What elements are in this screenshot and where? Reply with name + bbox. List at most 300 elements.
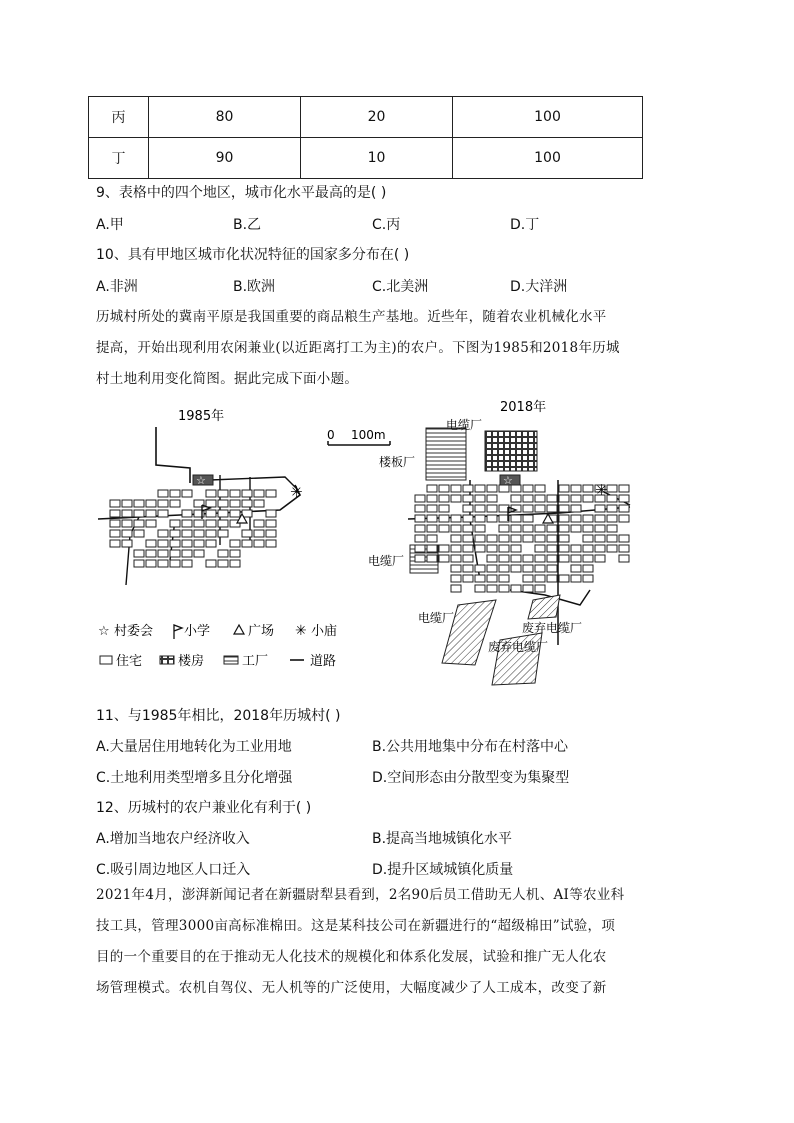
table-cell: 100: [453, 138, 643, 179]
house-block: [194, 540, 204, 547]
house-block: [583, 555, 593, 562]
q12-option-b[interactable]: B.提高当地城镇化水平: [372, 831, 513, 847]
table-row: [89, 138, 643, 179]
legend-factory-icon: [224, 656, 238, 664]
house-block: [607, 515, 617, 522]
map-legend: [98, 623, 337, 669]
house-block: [619, 515, 629, 522]
house-block: [499, 575, 509, 582]
house-block: [475, 545, 485, 552]
house-block: [427, 545, 437, 552]
house-block: [110, 540, 120, 547]
house-block: [218, 530, 228, 537]
question-12-stem: 12、历城村的农户兼业化有利于( ): [96, 800, 312, 816]
house-block: [535, 495, 545, 502]
label-dianlanchang-bottom: 电缆厂: [418, 611, 455, 625]
label-feiqi-bottom: 废弃电缆厂: [488, 640, 549, 654]
house-block: [218, 490, 228, 497]
passage-lichengcun: [96, 302, 696, 395]
house-block: [182, 560, 192, 567]
house-block: [535, 525, 545, 532]
scale-length: 100m: [351, 428, 386, 442]
q9-option-b[interactable]: B.乙: [233, 217, 262, 233]
house-block: [535, 555, 545, 562]
svg-text:☆: ☆: [503, 474, 513, 487]
house-block: [439, 495, 449, 502]
house-block: [499, 555, 509, 562]
house-block: [487, 575, 497, 582]
house-block: [619, 535, 629, 542]
legend-asterisk-icon: ✳: [295, 623, 307, 639]
q12-option-a[interactable]: A.增加当地农户经济收入: [96, 831, 250, 847]
house-block: [463, 515, 473, 522]
house-block: [475, 535, 485, 542]
house-block: [146, 500, 156, 507]
house-block: [146, 560, 156, 567]
house-block: [194, 520, 204, 527]
house-block: [451, 585, 461, 592]
svg-text:☆: ☆: [196, 474, 206, 487]
svg-text:✳: ✳: [290, 483, 303, 501]
house-block: [415, 535, 425, 542]
table-cell: 10: [301, 138, 453, 179]
house-block: [427, 515, 437, 522]
house-block: [427, 555, 437, 562]
house-block: [583, 485, 593, 492]
house-block: [547, 505, 557, 512]
house-block: [487, 545, 497, 552]
house-block: [595, 525, 605, 532]
house-block: [463, 575, 473, 582]
scale-bar: [327, 428, 390, 445]
house-block: [595, 545, 605, 552]
house-block: [583, 515, 593, 522]
house-block: [230, 550, 240, 557]
label-dianlanchang-left: 电缆厂: [368, 554, 405, 568]
house-block: [499, 565, 509, 572]
house-block: [523, 495, 533, 502]
house-block: [451, 535, 461, 542]
house-block: [415, 495, 425, 502]
house-block: [266, 510, 276, 517]
house-block: [427, 525, 437, 532]
house-block: [607, 505, 617, 512]
house-block: [206, 540, 216, 547]
q11-option-a[interactable]: A.大量居住用地转化为工业用地: [96, 739, 292, 755]
house-block: [415, 515, 425, 522]
house-block: [206, 490, 216, 497]
house-block: [559, 525, 569, 532]
house-block: [218, 500, 228, 507]
house-block: [547, 495, 557, 502]
house-block: [475, 485, 485, 492]
house-block: [242, 490, 252, 497]
house-block: [475, 525, 485, 532]
house-block: [146, 540, 156, 547]
passage-line: 村土地利用变化简图。据此完成下面小题。: [96, 371, 359, 387]
house-block: [475, 495, 485, 502]
house-block: [134, 560, 144, 567]
house-block: [122, 520, 132, 527]
house-block: [487, 495, 497, 502]
house-block: [266, 490, 276, 497]
house-block: [511, 545, 521, 552]
house-block: [511, 495, 521, 502]
house-block: [182, 490, 192, 497]
house-block: [254, 540, 264, 547]
house-block: [439, 545, 449, 552]
house-block: [170, 490, 180, 497]
house-block: [547, 575, 557, 582]
house-block: [535, 535, 545, 542]
house-block: [242, 540, 252, 547]
house-block: [523, 525, 533, 532]
map-year-1985: 1985年: [178, 409, 225, 424]
house-block: [218, 520, 228, 527]
house-block: [583, 495, 593, 502]
house-block: [451, 565, 461, 572]
house-block: [559, 545, 569, 552]
house-block: [463, 545, 473, 552]
q10-option-a[interactable]: A.非洲: [96, 279, 138, 295]
house-block: [254, 520, 264, 527]
house-block: [122, 500, 132, 507]
house-block: [523, 575, 533, 582]
house-block: [463, 555, 473, 562]
house-block: [218, 510, 228, 517]
house-block: [134, 500, 144, 507]
house-block: [511, 515, 521, 522]
passage-line: 历城村所处的冀南平原是我国重要的商品粮生产基地。近些年，随着农业机械化水平: [96, 309, 607, 325]
house-block: [595, 555, 605, 562]
house-block: [254, 530, 264, 537]
label-feiqi-right: 废弃电缆厂: [522, 621, 583, 635]
house-block: [619, 545, 629, 552]
house-block: [427, 505, 437, 512]
question-11-stem: 11、与1985年相比，2018年历城村( ): [96, 708, 341, 724]
house-block: [547, 525, 557, 532]
house-block: [206, 510, 216, 517]
house-block: [122, 510, 132, 517]
passage-line: 2021年4月，澎湃新闻记者在新疆尉犁县看到，2名90后员工借助无人机、AI等农业科: [96, 887, 625, 903]
house-block: [583, 525, 593, 532]
house-block: [170, 540, 180, 547]
house-block: [170, 560, 180, 567]
house-block: [583, 545, 593, 552]
house-block: [182, 540, 192, 547]
house-block: [523, 515, 533, 522]
house-block: [607, 535, 617, 542]
q11-option-c[interactable]: C.土地利用类型增多且分化增强: [96, 770, 293, 786]
house-block: [559, 535, 569, 542]
house-block: [571, 545, 581, 552]
house-block: [110, 500, 120, 507]
house-block: [134, 520, 144, 527]
house-block: [230, 500, 240, 507]
house-block: [182, 520, 192, 527]
table-cell-region: 丙: [89, 97, 149, 138]
house-block: [134, 550, 144, 557]
passage-line: 提高，开始出现利用农闲兼业(以近距离打工为主)的农户。下图为1985和2018年历城: [96, 340, 620, 356]
house-block: [134, 510, 144, 517]
house-block: [619, 485, 629, 492]
house-block: [230, 510, 240, 517]
passage-line: 目的一个重要目的在于推动无人化技术的规模化和体系化发展，试验和推广无人化农: [96, 949, 607, 965]
data-table: [88, 96, 643, 179]
house-block: [475, 515, 485, 522]
question-9-stem: 9、表格中的四个地区，城市化水平最高的是( ): [96, 185, 387, 201]
house-block: [619, 555, 629, 562]
legend-building-icon: [160, 656, 174, 664]
house-block: [571, 565, 581, 572]
house-block: [571, 495, 581, 502]
map-2018: [368, 417, 630, 685]
q10-option-b[interactable]: B.欧洲: [233, 279, 276, 295]
house-block: [242, 500, 252, 507]
house-block: [439, 525, 449, 532]
house-block: [242, 530, 252, 537]
house-block: [254, 500, 264, 507]
house-block: [206, 530, 216, 537]
house-block: [415, 505, 425, 512]
house-block: [451, 545, 461, 552]
house-block: [158, 530, 168, 537]
house-block: [134, 530, 144, 537]
house-block: [571, 575, 581, 582]
house-block: [523, 565, 533, 572]
house-block: [607, 485, 617, 492]
house-block: [439, 555, 449, 562]
house-block: [511, 565, 521, 572]
house-block: [475, 565, 485, 572]
house-block: [182, 550, 192, 557]
land-use-map-figure: [90, 395, 650, 690]
house-block: [595, 505, 605, 512]
legend-zhuzhai: 住宅: [116, 654, 143, 669]
house-block: [266, 530, 276, 537]
house-block: [595, 515, 605, 522]
house-block: [487, 535, 497, 542]
house-block: [451, 495, 461, 502]
legend-daolu: 道路: [310, 654, 337, 669]
house-block: [523, 485, 533, 492]
house-block: [535, 575, 545, 582]
house-block: [194, 530, 204, 537]
legend-flag-icon: [174, 625, 182, 639]
q9-option-a[interactable]: A.甲: [96, 217, 124, 233]
house-block: [158, 510, 168, 517]
house-block: [523, 555, 533, 562]
legend-cunweihui: 村委会: [114, 624, 154, 639]
q10-option-c[interactable]: C.北美洲: [372, 279, 429, 295]
house-block: [535, 585, 545, 592]
house-block: [499, 535, 509, 542]
house-block: [559, 485, 569, 492]
house-block: [415, 525, 425, 532]
house-block: [571, 505, 581, 512]
house-block: [571, 525, 581, 532]
house-block: [170, 530, 180, 537]
house-block: [158, 490, 168, 497]
house-block: [559, 555, 569, 562]
house-block: [463, 505, 473, 512]
house-block: [535, 505, 545, 512]
table-cell: 90: [149, 138, 301, 179]
house-block: [415, 545, 425, 552]
q12-option-d[interactable]: D.提升区域城镇化质量: [372, 862, 514, 878]
house-block: [487, 505, 497, 512]
house-block: [559, 505, 569, 512]
house-block: [499, 585, 509, 592]
house-block: [487, 555, 497, 562]
house-block: [218, 560, 228, 567]
house-block: [559, 575, 569, 582]
q12-option-c[interactable]: C.吸引周边地区人口迁入: [96, 862, 251, 878]
legend-house-icon: [100, 656, 112, 664]
map-1985: [98, 427, 303, 585]
house-block: [559, 495, 569, 502]
table-row: [89, 97, 643, 138]
house-block: [146, 510, 156, 517]
label-dianlanchang-top: 电缆厂: [446, 418, 483, 432]
house-block: [487, 585, 497, 592]
house-block: [571, 515, 581, 522]
house-block: [475, 585, 485, 592]
house-block: [146, 550, 156, 557]
legend-gongchang: 工厂: [242, 654, 269, 669]
house-block: [230, 560, 240, 567]
house-block: [475, 505, 485, 512]
house-block: [499, 545, 509, 552]
house-block: [218, 550, 228, 557]
house-block: [607, 495, 617, 502]
house-block: [523, 585, 533, 592]
house-block: [158, 550, 168, 557]
legend-guangchang: 广场: [248, 624, 275, 639]
house-block: [122, 540, 132, 547]
house-block: [439, 505, 449, 512]
house-block: [595, 535, 605, 542]
house-block: [511, 525, 521, 532]
house-block: [427, 535, 437, 542]
house-block: [463, 525, 473, 532]
house-block: [451, 525, 461, 532]
house-block: [451, 555, 461, 562]
house-block: [535, 565, 545, 572]
table-cell: 20: [301, 97, 453, 138]
house-block: [583, 565, 593, 572]
house-block: [158, 540, 168, 547]
house-block: [547, 555, 557, 562]
house-block: [439, 485, 449, 492]
house-block: [182, 510, 192, 517]
house-block: [523, 535, 533, 542]
house-block: [571, 485, 581, 492]
q9-option-d[interactable]: D.丁: [510, 217, 540, 233]
house-block: [583, 575, 593, 582]
table-cell-region: 丁: [89, 138, 149, 179]
scale-zero: 0: [327, 428, 335, 442]
house-block: [230, 540, 240, 547]
house-block: [110, 530, 120, 537]
house-block: [110, 510, 120, 517]
house-block: [170, 520, 180, 527]
house-block: [254, 490, 264, 497]
house-block: [206, 500, 216, 507]
house-block: [427, 485, 437, 492]
house-block: [583, 535, 593, 542]
house-block: [547, 565, 557, 572]
house-block: [182, 530, 192, 537]
map-year-2018: 2018年: [500, 400, 547, 415]
q10-option-d[interactable]: D.大洋洲: [510, 279, 568, 295]
house-block: [511, 555, 521, 562]
q11-option-b[interactable]: B.公共用地集中分布在村落中心: [372, 739, 569, 755]
house-block: [547, 545, 557, 552]
house-block: [535, 545, 545, 552]
legend-loufang: 楼房: [178, 654, 205, 669]
house-block: [463, 495, 473, 502]
house-block: [110, 520, 120, 527]
house-block: [535, 485, 545, 492]
house-block: [547, 535, 557, 542]
table-cell: 100: [453, 97, 643, 138]
label-loubanchang: 楼板厂: [379, 455, 416, 469]
house-block: [206, 520, 216, 527]
house-block: [511, 535, 521, 542]
house-block: [451, 575, 461, 582]
question-10-stem: 10、具有甲地区城市化状况特征的国家多分布在( ): [96, 247, 410, 263]
house-block: [266, 540, 276, 547]
house-block: [607, 525, 617, 532]
house-block: [415, 555, 425, 562]
house-block: [194, 550, 204, 557]
passage-line: 场管理模式。农机自驾仪、无人机等的广泛使用，大幅度减少了人工成本，改变了新: [96, 980, 607, 996]
house-block: [158, 500, 168, 507]
house-block: [122, 530, 132, 537]
house-block: [511, 585, 521, 592]
house-block: [559, 515, 569, 522]
house-block: [451, 515, 461, 522]
house-block: [523, 505, 533, 512]
house-block: [439, 515, 449, 522]
house-block: [230, 490, 240, 497]
legend-triangle-icon: [234, 625, 244, 634]
house-block: [607, 545, 617, 552]
house-block: [451, 485, 461, 492]
house-block: [266, 520, 276, 527]
house-block: [487, 485, 497, 492]
house-block: [499, 525, 509, 532]
house-block: [571, 555, 581, 562]
q9-option-c[interactable]: C.丙: [372, 217, 401, 233]
house-block: [463, 535, 473, 542]
house-block: [487, 515, 497, 522]
house-block: [158, 560, 168, 567]
q11-option-d[interactable]: D.空间形态由分散型变为集聚型: [372, 770, 570, 786]
house-block: [206, 560, 216, 567]
svg-text:✳: ✳: [595, 481, 608, 499]
house-block: [619, 505, 629, 512]
passage-super-cotton-field: [96, 880, 696, 1004]
legend-xiaomiao: 小庙: [311, 624, 338, 639]
house-block: [146, 520, 156, 527]
passage-line: 技工具，管理3000亩高标准棉田。这是某科技公司在新疆进行的“超级棉田”试验，项: [96, 918, 616, 934]
legend-xiaoxue: 小学: [184, 624, 211, 639]
house-block: [475, 575, 485, 582]
house-block: [170, 500, 180, 507]
house-block: [463, 565, 473, 572]
